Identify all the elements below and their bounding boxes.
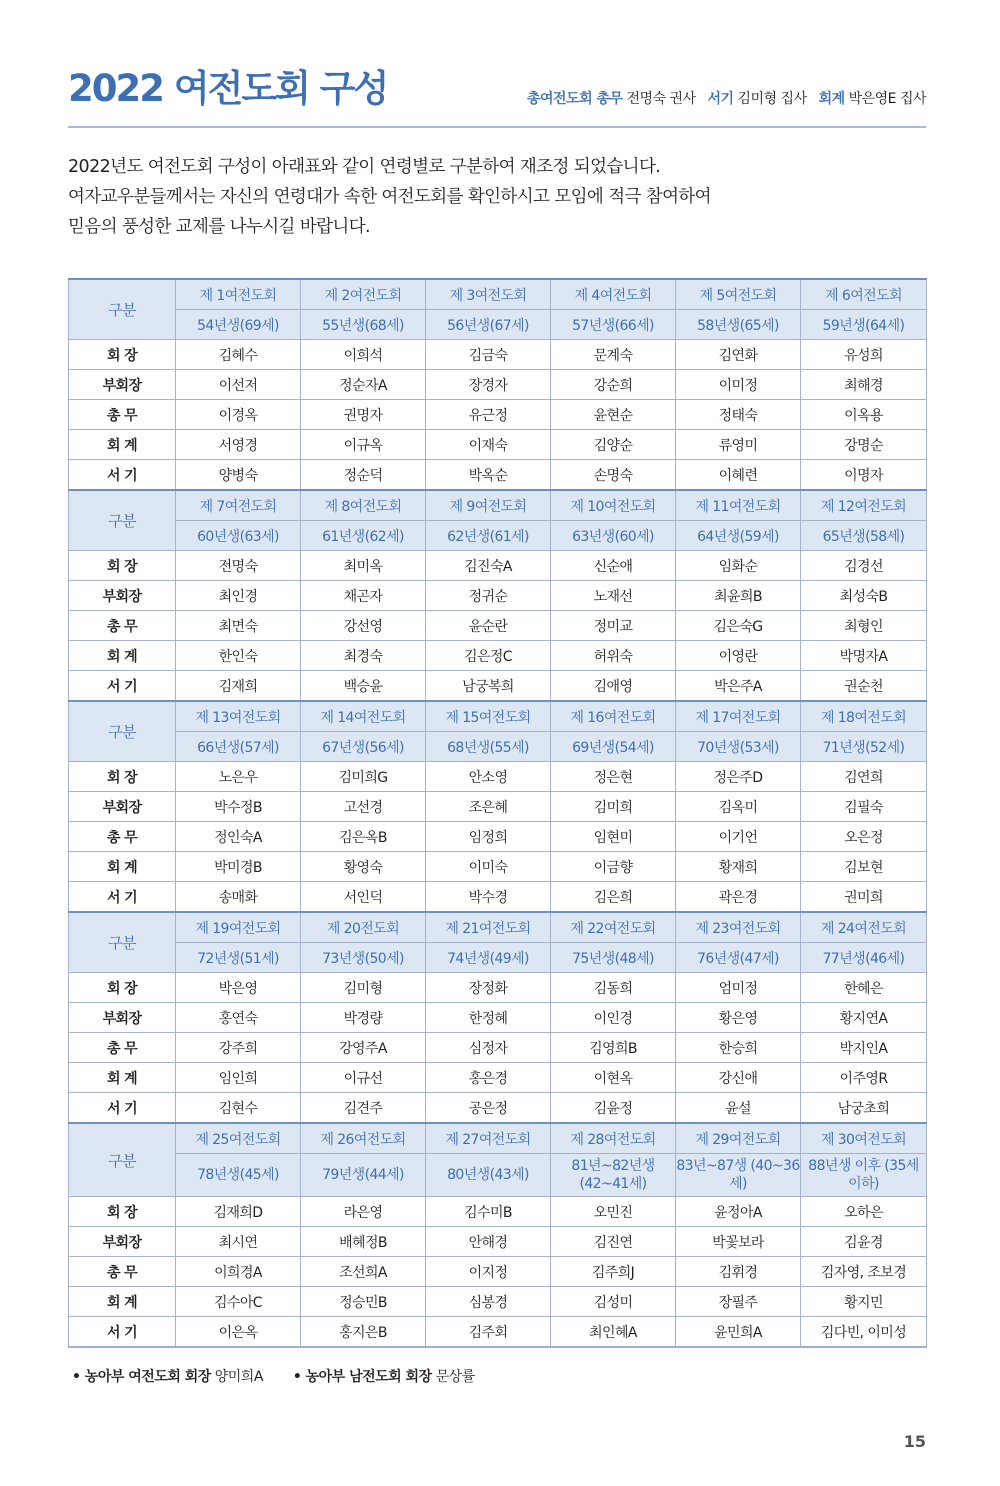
group-name: 제 11여전도회 [676,490,801,521]
group-name: 제 6여전도회 [801,279,927,310]
member-name: 최면숙 [176,611,301,641]
member-name: 김다빈, 이미성 [801,1317,927,1348]
member-name: 라은영 [301,1197,426,1227]
group-name: 제 19여전도회 [176,912,301,943]
group-name: 제 9여전도회 [426,490,551,521]
table-row [69,581,927,611]
member-name: 정은주D [676,762,801,792]
member-name: 노재선 [551,581,676,611]
member-name: 홍연숙 [176,1003,301,1033]
table-row [69,340,927,370]
birth-year: 63년생(60세) [551,521,676,551]
footnote-name: 문상률 [435,1369,475,1385]
member-name: 이미정 [676,370,801,400]
member-name: 손명숙 [551,460,676,491]
member-name: 김재희D [176,1197,301,1227]
member-name: 권명자 [301,400,426,430]
member-name: 홍지은B [301,1317,426,1348]
table-row [69,460,927,491]
group-name: 제 13여전도회 [176,701,301,732]
role-label: 회 계 [69,852,176,882]
member-name: 임화순 [676,551,801,581]
role-label: 회 장 [69,551,176,581]
member-name: 심정자 [426,1033,551,1063]
birth-year: 56년생(67세) [426,310,551,340]
group-header-row [69,912,927,943]
birth-year-row [69,943,927,973]
member-name: 김미형 [301,973,426,1003]
organization-table-body [69,279,927,1347]
group-name: 제 30여전도회 [801,1123,927,1154]
page-title: 2022 여전도회 구성 [68,67,388,110]
member-name: 김영희B [551,1033,676,1063]
group-name: 제 24여전도회 [801,912,927,943]
birth-year: 64년생(59세) [676,521,801,551]
member-name: 안소영 [426,762,551,792]
birth-year: 78년생(45세) [176,1154,301,1197]
group-name: 제 3여전도회 [426,279,551,310]
member-name: 한승희 [676,1033,801,1063]
member-name: 류영미 [676,430,801,460]
group-name: 제 14여전도회 [301,701,426,732]
birth-year-row [69,521,927,551]
member-name: 정순덕 [301,460,426,491]
group-name: 제 12여전도회 [801,490,927,521]
member-name: 신순애 [551,551,676,581]
birth-year: 80년생(43세) [426,1154,551,1197]
member-name: 윤민희A [676,1317,801,1348]
birth-year: 77년생(46세) [801,943,927,973]
group-name: 제 23여전도회 [676,912,801,943]
gubun-label: 구분 [69,279,176,340]
group-header-row [69,490,927,521]
member-name: 전명숙 [176,551,301,581]
table-row [69,551,927,581]
member-name: 한인숙 [176,641,301,671]
role-label: 서 기 [69,460,176,491]
member-name: 김금숙 [426,340,551,370]
member-name: 채곤자 [301,581,426,611]
birth-year: 59년생(64세) [801,310,927,340]
member-name: 김견주 [301,1093,426,1124]
member-name: 박명자A [801,641,927,671]
member-name: 권순천 [801,671,927,702]
member-name: 이옥용 [801,400,927,430]
member-name: 김성미 [551,1287,676,1317]
table-row [69,1287,927,1317]
intro-line: 2022년도 여전도회 구성이 아래표와 같이 연령별로 구분하여 재조정 되었습니다. [68,157,661,177]
member-name: 조은혜 [426,792,551,822]
member-name: 김윤경 [801,1227,927,1257]
member-name: 김양순 [551,430,676,460]
table-row [69,1317,927,1348]
member-name: 장정화 [426,973,551,1003]
member-name: 임현미 [551,822,676,852]
birth-year: 68년생(55세) [426,732,551,762]
group-header-row [69,701,927,732]
group-name: 제 26여전도회 [301,1123,426,1154]
staff-role: 회계 [818,91,845,107]
birth-year: 61년생(62세) [301,521,426,551]
member-name: 최형인 [801,611,927,641]
member-name: 최인혜A [551,1317,676,1348]
member-name: 이희석 [301,340,426,370]
member-name: 허위숙 [551,641,676,671]
member-name: 황재희 [676,852,801,882]
role-label: 회 계 [69,641,176,671]
birth-year: 79년생(44세) [301,1154,426,1197]
member-name: 한혜은 [801,973,927,1003]
birth-year: 74년생(49세) [426,943,551,973]
role-label: 회 장 [69,1197,176,1227]
group-name: 제 15여전도회 [426,701,551,732]
member-name: 유근정 [426,400,551,430]
member-name: 오민진 [551,1197,676,1227]
footnote-label: • 농아부 남전도회 회장 [292,1369,432,1385]
member-name: 문계숙 [551,340,676,370]
table-row [69,1003,927,1033]
member-name: 이재숙 [426,430,551,460]
group-name: 제 4여전도회 [551,279,676,310]
member-name: 이기언 [676,822,801,852]
group-name: 제 16여전도회 [551,701,676,732]
birth-year: 71년생(52세) [801,732,927,762]
role-label: 부회장 [69,581,176,611]
birth-year-row [69,1154,927,1197]
member-name: 최인경 [176,581,301,611]
member-name: 박은주A [676,671,801,702]
member-name: 정태숙 [676,400,801,430]
member-name: 백승윤 [301,671,426,702]
birth-year: 88년생 이후 (35세 이하) [801,1154,927,1197]
group-name: 제 1여전도회 [176,279,301,310]
table-row [69,1197,927,1227]
group-name: 제 2여전도회 [301,279,426,310]
role-label: 회 계 [69,430,176,460]
group-name: 제 7여전도회 [176,490,301,521]
member-name: 서영경 [176,430,301,460]
member-name: 김진연 [551,1227,676,1257]
table-row [69,671,927,702]
organization-table [68,278,927,1348]
member-name: 김윤정 [551,1093,676,1124]
role-label: 총 무 [69,822,176,852]
member-name: 남궁초희 [801,1093,927,1124]
birth-year: 62년생(61세) [426,521,551,551]
member-name: 곽은경 [676,882,801,913]
group-header-row [69,1123,927,1154]
member-name: 홍은경 [426,1063,551,1093]
page-number: 15 [903,1432,926,1451]
intro-line: 믿음의 풍성한 교제를 나누시길 바랍니다. [68,217,370,237]
group-name: 제 20전도회 [301,912,426,943]
member-name: 강선영 [301,611,426,641]
group-name: 제 8여전도회 [301,490,426,521]
group-name: 제 25여전도회 [176,1123,301,1154]
birth-year: 83년~87생 (40~36세) [676,1154,801,1197]
member-name: 정인숙A [176,822,301,852]
member-name: 강순희 [551,370,676,400]
birth-year: 60년생(63세) [176,521,301,551]
member-name: 장필주 [676,1287,801,1317]
member-name: 공은정 [426,1093,551,1124]
intro-text [68,152,928,242]
member-name: 황지민 [801,1287,927,1317]
birth-year: 57년생(66세) [551,310,676,340]
birth-year-row [69,310,927,340]
member-name: 엄미정 [676,973,801,1003]
staff-name: 전명숙 권사 [626,91,696,107]
footnote-name: 양미희A [214,1369,263,1385]
role-label: 총 무 [69,1033,176,1063]
member-name: 김진숙A [426,551,551,581]
member-name: 김연희 [801,762,927,792]
member-name: 김수미B [426,1197,551,1227]
role-label: 총 무 [69,611,176,641]
member-name: 이금향 [551,852,676,882]
gubun-label: 구분 [69,1123,176,1197]
gubun-label: 구분 [69,490,176,551]
birth-year: 70년생(53세) [676,732,801,762]
member-name: 황은영 [676,1003,801,1033]
staff-name: 김미형 집사 [737,91,807,107]
member-name: 고선경 [301,792,426,822]
member-name: 임정희 [426,822,551,852]
member-name: 김은정C [426,641,551,671]
gubun-label: 구분 [69,701,176,762]
member-name: 양병숙 [176,460,301,491]
member-name: 박은영 [176,973,301,1003]
member-name: 이규옥 [301,430,426,460]
table-row [69,973,927,1003]
table-row [69,611,927,641]
member-name: 최경숙 [301,641,426,671]
table-row [69,1257,927,1287]
member-name: 최성숙B [801,581,927,611]
member-name: 심봉경 [426,1287,551,1317]
member-name: 권미희 [801,882,927,913]
member-name: 이지정 [426,1257,551,1287]
table-row [69,1227,927,1257]
role-label: 서 기 [69,1093,176,1124]
gubun-label: 구분 [69,912,176,973]
group-name: 제 10여전도회 [551,490,676,521]
member-name: 강영주A [301,1033,426,1063]
member-name: 최해경 [801,370,927,400]
staff-name: 박은영E 집사 [848,91,926,107]
member-name: 김자영, 조보경 [801,1257,927,1287]
member-name: 배혜정B [301,1227,426,1257]
member-name: 윤정아A [676,1197,801,1227]
table-row [69,822,927,852]
member-name: 장경자 [426,370,551,400]
member-name: 유성희 [801,340,927,370]
member-name: 김휘경 [676,1257,801,1287]
table-row [69,370,927,400]
group-name: 제 21여전도회 [426,912,551,943]
member-name: 김미희 [551,792,676,822]
birth-year: 65년생(58세) [801,521,927,551]
birth-year: 69년생(54세) [551,732,676,762]
member-name: 김필숙 [801,792,927,822]
role-label: 부회장 [69,792,176,822]
member-name: 이인경 [551,1003,676,1033]
group-header-row [69,279,927,310]
member-name: 이영란 [676,641,801,671]
birth-year: 76년생(47세) [676,943,801,973]
member-name: 김혜수 [176,340,301,370]
member-name: 김주회 [426,1317,551,1348]
member-name: 정순자A [301,370,426,400]
member-name: 정은현 [551,762,676,792]
birth-year: 72년생(51세) [176,943,301,973]
footnote-label: • 농아부 여전도회 회장 [72,1369,211,1385]
member-name: 이미숙 [426,852,551,882]
member-name: 박옥순 [426,460,551,491]
member-name: 남궁복희 [426,671,551,702]
table-row [69,1063,927,1093]
group-name: 제 17여전도회 [676,701,801,732]
role-label: 서 기 [69,1317,176,1348]
member-name: 이주영R [801,1063,927,1093]
member-name: 이현옥 [551,1063,676,1093]
member-name: 정승민B [301,1287,426,1317]
member-name: 정미교 [551,611,676,641]
member-name: 김주희J [551,1257,676,1287]
member-name: 조선희A [301,1257,426,1287]
member-name: 안해경 [426,1227,551,1257]
role-label: 총 무 [69,1257,176,1287]
table-row [69,1033,927,1063]
group-name: 제 29여전도회 [676,1123,801,1154]
member-name: 오하은 [801,1197,927,1227]
staff-role: 총여전도회 총무 [526,91,623,107]
group-name: 제 27여전도회 [426,1123,551,1154]
table-row [69,852,927,882]
role-label: 서 기 [69,882,176,913]
role-label: 회 장 [69,762,176,792]
group-name: 제 28여전도회 [551,1123,676,1154]
group-name: 제 18여전도회 [801,701,927,732]
member-name: 서인덕 [301,882,426,913]
birth-year: 54년생(69세) [176,310,301,340]
member-name: 박수경 [426,882,551,913]
role-label: 회 장 [69,973,176,1003]
title-divider [68,126,926,128]
member-name: 이경옥 [176,400,301,430]
member-name: 황지연A [801,1003,927,1033]
member-name: 한정혜 [426,1003,551,1033]
role-label: 총 무 [69,400,176,430]
birth-year: 75년생(48세) [551,943,676,973]
table-row [69,762,927,792]
table-row [69,792,927,822]
member-name: 김은옥B [301,822,426,852]
table-row [69,641,927,671]
member-name: 김은숙G [676,611,801,641]
footnotes [72,1366,475,1386]
intro-line: 여자교우분들께서는 자신의 연령대가 속한 여전도회를 확인하시고 모임에 적극 참여하여 [68,187,711,207]
member-name: 김미희G [301,762,426,792]
role-label: 회 계 [69,1287,176,1317]
member-name: 박수정B [176,792,301,822]
member-name: 강신애 [676,1063,801,1093]
role-label: 부회장 [69,1227,176,1257]
member-name: 김현수 [176,1093,301,1124]
member-name: 김보현 [801,852,927,882]
birth-year: 58년생(65세) [676,310,801,340]
member-name: 김애영 [551,671,676,702]
group-name: 제 5여전도회 [676,279,801,310]
member-name: 김동희 [551,973,676,1003]
member-name: 윤순란 [426,611,551,641]
member-name: 임인희 [176,1063,301,1093]
member-name: 강명순 [801,430,927,460]
member-name: 박미경B [176,852,301,882]
staff-credits [527,88,926,108]
table-row [69,1093,927,1124]
role-label: 부회장 [69,370,176,400]
member-name: 황영숙 [301,852,426,882]
role-label: 회 장 [69,340,176,370]
member-name: 이은옥 [176,1317,301,1348]
member-name: 노은우 [176,762,301,792]
table-row [69,882,927,913]
group-name: 제 22여전도회 [551,912,676,943]
member-name: 송매화 [176,882,301,913]
member-name: 박경량 [301,1003,426,1033]
member-name: 오은정 [801,822,927,852]
member-name: 최미옥 [301,551,426,581]
member-name: 이규선 [301,1063,426,1093]
member-name: 이선저 [176,370,301,400]
member-name: 최시연 [176,1227,301,1257]
staff-role: 서기 [707,91,734,107]
member-name: 김연화 [676,340,801,370]
birth-year: 81년~82년생 (42~41세) [551,1154,676,1197]
member-name: 박꽃보라 [676,1227,801,1257]
member-name: 김은희 [551,882,676,913]
member-name: 박지인A [801,1033,927,1063]
birth-year-row [69,732,927,762]
birth-year: 67년생(56세) [301,732,426,762]
member-name: 김경선 [801,551,927,581]
role-label: 회 계 [69,1063,176,1093]
member-name: 최윤희B [676,581,801,611]
birth-year: 66년생(57세) [176,732,301,762]
birth-year: 55년생(68세) [301,310,426,340]
member-name: 김수아C [176,1287,301,1317]
member-name: 김옥미 [676,792,801,822]
member-name: 이명자 [801,460,927,491]
member-name: 이희경A [176,1257,301,1287]
member-name: 윤현순 [551,400,676,430]
role-label: 부회장 [69,1003,176,1033]
member-name: 김재희 [176,671,301,702]
role-label: 서 기 [69,671,176,702]
table-row [69,400,927,430]
member-name: 강주희 [176,1033,301,1063]
member-name: 정귀순 [426,581,551,611]
table-row [69,430,927,460]
member-name: 윤설 [676,1093,801,1124]
member-name: 이혜련 [676,460,801,491]
birth-year: 73년생(50세) [301,943,426,973]
